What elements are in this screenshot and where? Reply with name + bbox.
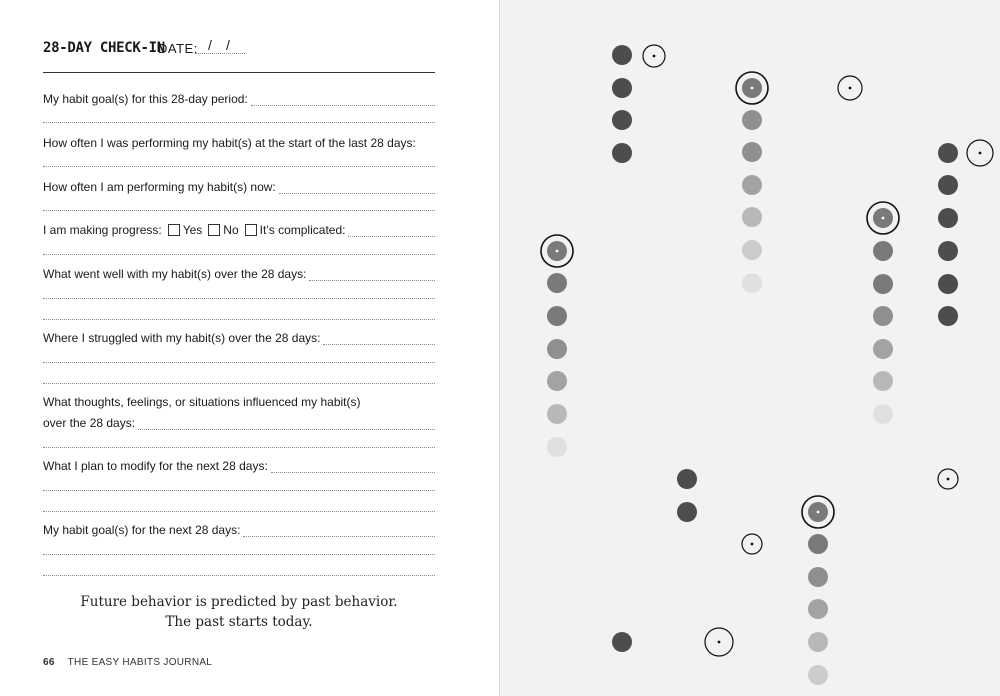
- dot: [938, 175, 958, 195]
- answer-line[interactable]: [43, 166, 435, 167]
- dot: [742, 175, 762, 195]
- dot: [938, 306, 958, 326]
- right-page-illustration: [500, 0, 1000, 696]
- dot-center: [882, 217, 885, 220]
- question-label: Where I struggled with my habit(s) over the 28 days:: [43, 331, 321, 345]
- dot-center: [718, 641, 721, 644]
- dot: [677, 469, 697, 489]
- answer-line[interactable]: [251, 93, 435, 106]
- dot: [808, 534, 828, 554]
- quote-line: The past starts today.: [165, 614, 313, 630]
- question-label: What I plan to modify for the next 28 days:: [43, 459, 268, 473]
- dot: [742, 110, 762, 130]
- dot: [612, 632, 632, 652]
- answer-line[interactable]: [43, 447, 435, 448]
- dot-center: [817, 511, 820, 514]
- answer-line[interactable]: [138, 417, 435, 430]
- dot-center: [979, 152, 982, 155]
- question-start-frequency: [43, 134, 435, 150]
- dot: [808, 665, 828, 685]
- date-separator: /: [208, 37, 212, 53]
- dot: [873, 339, 893, 359]
- option-complicated[interactable]: [239, 223, 346, 237]
- answer-line[interactable]: [43, 383, 435, 384]
- dot-center: [751, 543, 754, 546]
- dot: [873, 306, 893, 326]
- date-label: DATE:: [158, 41, 198, 56]
- dot: [742, 240, 762, 260]
- dot: [873, 241, 893, 261]
- book-title: THE EASY HABITS JOURNAL: [67, 657, 213, 668]
- dot: [938, 143, 958, 163]
- dot: [873, 274, 893, 294]
- question-influences: [43, 393, 435, 409]
- dot: [612, 110, 632, 130]
- answer-line[interactable]: [243, 524, 435, 537]
- answer-line[interactable]: [43, 575, 435, 576]
- option-label: Yes: [182, 223, 203, 237]
- date-separator: /: [226, 37, 230, 53]
- option-label: It’s complicated:: [259, 223, 346, 237]
- dot: [547, 371, 567, 391]
- answer-line[interactable]: [43, 122, 435, 123]
- dot: [547, 273, 567, 293]
- question-label: What went well with my habit(s) over the 28 days:: [43, 267, 307, 281]
- dot: [873, 404, 893, 424]
- checkbox-complicated[interactable]: [245, 224, 257, 236]
- dot: [938, 241, 958, 261]
- dot: [547, 339, 567, 359]
- page-title: 28-DAY CHECK-IN: [43, 40, 165, 56]
- answer-line[interactable]: [279, 181, 435, 194]
- answer-line[interactable]: [43, 511, 435, 512]
- question-label: over the 28 days:: [43, 416, 136, 430]
- option-yes[interactable]: [162, 223, 203, 237]
- answer-line[interactable]: [43, 298, 435, 299]
- question-progress: [43, 221, 435, 237]
- dot: [612, 143, 632, 163]
- answer-line[interactable]: [43, 210, 435, 211]
- option-no[interactable]: [202, 223, 238, 237]
- dot: [547, 437, 567, 457]
- dot: [938, 274, 958, 294]
- answer-line[interactable]: [43, 362, 435, 363]
- page-number: 66: [43, 657, 55, 668]
- dot: [742, 207, 762, 227]
- question-label: My habit goal(s) for the next 28 days:: [43, 523, 241, 537]
- dot-center: [556, 250, 559, 253]
- dot-center: [849, 87, 852, 90]
- dot: [808, 599, 828, 619]
- dot: [808, 632, 828, 652]
- answer-line[interactable]: [43, 554, 435, 555]
- dot-center: [751, 87, 754, 90]
- answer-line[interactable]: [309, 268, 435, 281]
- question-label: How often I was performing my habit(s) at the start of the last 28 days:: [43, 136, 416, 150]
- dot: [742, 142, 762, 162]
- answer-line[interactable]: [43, 254, 435, 255]
- checkbox-yes[interactable]: [168, 224, 180, 236]
- dot: [938, 208, 958, 228]
- option-label: No: [223, 223, 239, 237]
- dot: [873, 371, 893, 391]
- dot-center: [653, 55, 656, 58]
- dot: [742, 273, 762, 293]
- question-influences-cont: [43, 414, 435, 430]
- answer-line[interactable]: [43, 490, 435, 491]
- question-current-frequency: [43, 178, 435, 194]
- question-label: My habit goal(s) for this 28-day period:: [43, 92, 248, 106]
- dot: [612, 78, 632, 98]
- answer-line[interactable]: [43, 319, 435, 320]
- date-field[interactable]: [195, 37, 245, 54]
- dot: [677, 502, 697, 522]
- dot: [612, 45, 632, 65]
- question-went-well: [43, 265, 435, 281]
- question-label: How often I am performing my habit(s) now:: [43, 180, 276, 194]
- dot-layer: [541, 45, 993, 685]
- question-next-goal: [43, 521, 435, 537]
- answer-line[interactable]: [348, 224, 435, 237]
- dot: [547, 306, 567, 326]
- dot-pattern-illustration: [500, 0, 1000, 696]
- answer-line[interactable]: [271, 460, 435, 473]
- dot: [547, 404, 567, 424]
- quote: [43, 592, 435, 632]
- dot-center: [947, 478, 950, 481]
- page-footer: [43, 657, 212, 668]
- dot: [808, 567, 828, 587]
- question-label: I am making progress:: [43, 223, 162, 237]
- checkbox-no[interactable]: [208, 224, 220, 236]
- question-habit-goal: [43, 90, 435, 106]
- question-struggled: [43, 329, 435, 345]
- question-label: What thoughts, feelings, or situations influenced my habit(s): [43, 395, 361, 409]
- quote-line: Future behavior is predicted by past behavior.: [80, 594, 398, 610]
- form-header: [43, 38, 435, 73]
- question-modify: [43, 457, 435, 473]
- answer-line[interactable]: [323, 332, 435, 345]
